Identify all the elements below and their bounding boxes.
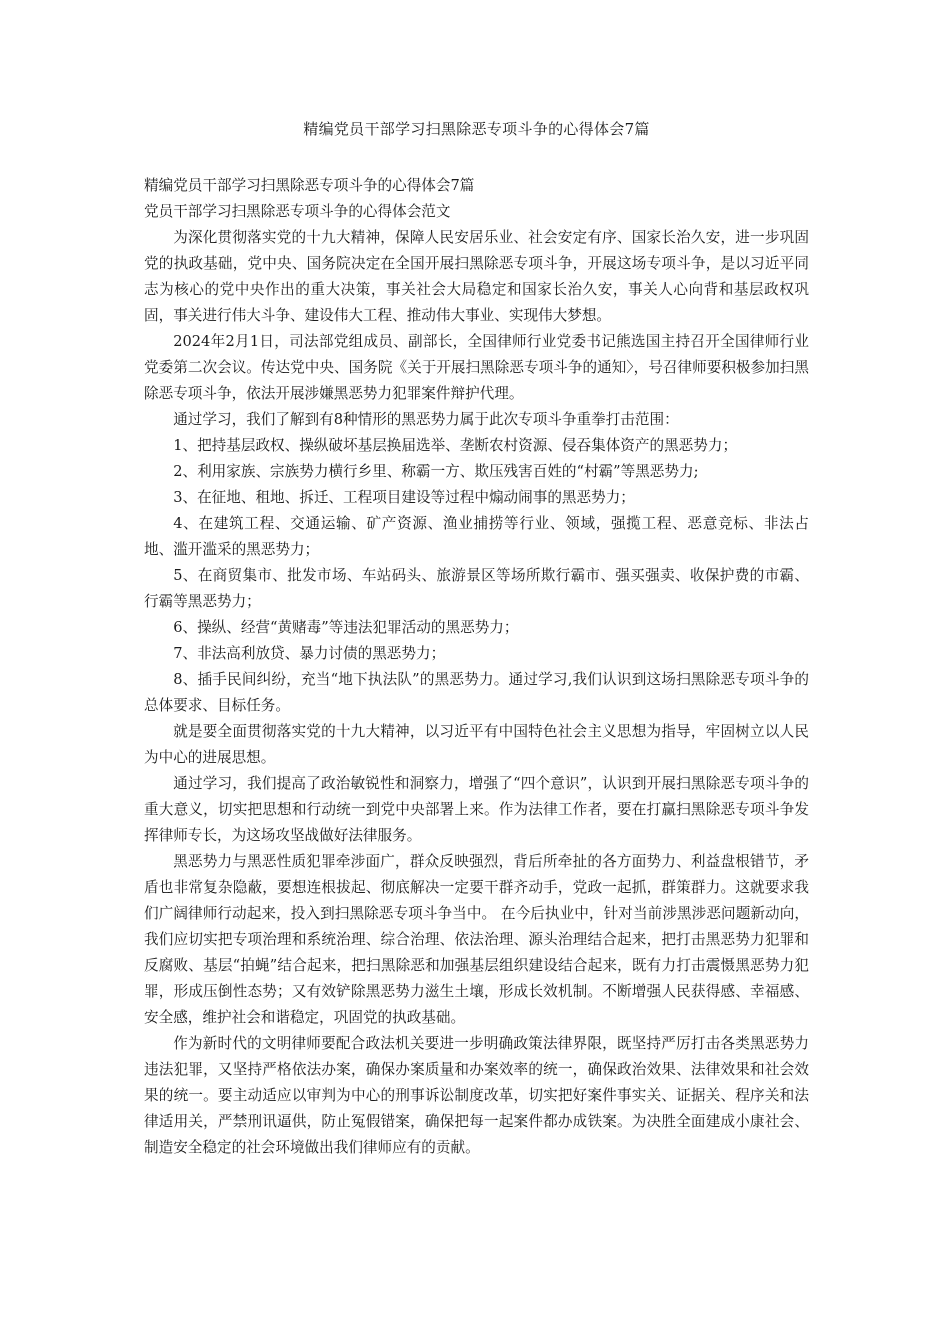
- list-item: 4、在建筑工程、交通运输、矿产资源、渔业捕捞等行业、领域，强揽工程、恶意竞标、非法占地、滥开滥采的黑恶势力；: [144, 515, 809, 558]
- list-item: 2、利用家族、宗族势力横行乡里、称霸一方、欺压残害百姓的“村霸”等黑恶势力;: [173, 463, 699, 480]
- list-item: 8、插手民间纠纷，充当“地下执法队”的黑恶势力。通过学习,我们认识到这场扫黑除恶专项斗争的总体要求、目标任务。: [144, 671, 809, 714]
- paragraph: 作为新时代的文明律师要配合政法机关要进一步明确政策法律界限，既坚持严厉打击各类黑恶势力违法犯罪，又坚持严格依法办案，确保办案质量和办案效率的统一，确保政治效果、法律效果和社会效果的统一。要主动适应以审判为中心的刑事诉讼制度改革，切实把好案件事实关、证据关、程序关和法律适用关，严禁刑讯逼供，防止冤假错案，确保把每一起案件都办成铁案。为决胜全面建成小康社会、制造安全稳定的社会环境做出我们律师应有的贡献。: [144, 1035, 809, 1156]
- document-page: [144, 118, 809, 1161]
- document-subtitle: 精编党员干部学习扫黑除恶专项斗争的心得体会7篇: [144, 177, 475, 194]
- paragraph: 2024年2月1日，司法部党组成员、副部长，全国律师行业党委书记熊选国主持召开全国律师行业党委第二次会议。传达党中央、国务院《关于开展扫黑除恶专项斗争的通知〉，号召律师要积极参加扫黑除恶专项斗争，依法开展涉嫌黑恶势力犯罪案件辩护代理。: [144, 333, 809, 402]
- paragraph: 黑恶势力与黑恶性质犯罪牵涉面广，群众反映强烈，背后所牵扯的各方面势力、利益盘根错节，矛盾也非常复杂隐蔽，要想连根拔起、彻底解决一定要干群齐动手，党政一起抓，群策群力。这就要求我们广阔律师行动起来，投入到扫黑除恶专项斗争当中。 在今后执业中，针对当前涉黑涉恶问题新动向，我们应切实把专项治理和系统治理、综合治理、依法治理、源头治理结合起来，把打击黑恶势力犯罪和反腐败、基层“拍蝇”结合起来，把扫黑除恶和加强基层组织建设结合起来，既有力打击震慑黑恶势力犯罪，形成压倒性态势；又有效铲除黑恶势力滋生土壤，形成长效机制。不断增强人民获得感、幸福感、安全感，维护社会和谐稳定，巩固党的执政基础。: [144, 853, 809, 1026]
- list-item: 5、在商贸集市、批发市场、车站码头、旅游景区等场所欺行霸市、强买强卖、收保护费的市霸、行霸等黑恶势力；: [144, 567, 809, 610]
- list-item: 3、在征地、租地、拆迁、工程项目建设等过程中煽动闹事的黑恶势力；: [173, 489, 635, 506]
- list-item: 7、非法高利放贷、暴力讨债的黑恶势力；: [173, 645, 446, 662]
- list-item: 1、把持基层政权、操纵破坏基层换届选举、垄断农村资源、侵吞集体资产的黑恶势力；: [173, 437, 738, 454]
- paragraph: 通过学习，我们提高了政治敏锐性和洞察力，增强了“四个意识”，认识到开展扫黑除恶专项斗争的重大意义，切实把思想和行动统一到党中央部署上来。作为法律工作者，要在打赢扫黑除恶专项斗争发挥律师专长，为这场攻坚战做好法律服务。: [144, 775, 809, 844]
- paragraph: 就是要全面贯彻落实党的十九大精神，以习近平有中国特色社会主义思想为指导，牢固树立以人民为中心的进展思想。: [144, 723, 809, 766]
- paragraph: 为深化贯彻落实党的十九大精神，保障人民安居乐业、社会安定有序、国家长治久安，进一步巩固党的执政基础，党中央、国务院决定在全国开展扫黑除恶专项斗争，开展这场专项斗争，是以习近平同志为核心的党中央作出的重大决策，事关社会大局稳定和国家长治久安，事关人心向背和基层政权巩固，事关进行伟大斗争、建设伟大工程、推动伟大事业、实现伟大梦想。: [144, 229, 809, 324]
- paragraph: 通过学习，我们了解到有8种情形的黑恶势力属于此次专项斗争重拳打击范围：: [173, 411, 679, 428]
- section-heading: 党员干部学习扫黑除恶专项斗争的心得体会范文: [144, 203, 451, 220]
- list-item: 6、操纵、经营“黄赌毒”等违法犯罪活动的黑恶势力；: [173, 619, 519, 636]
- document-title: 精编党员干部学习扫黑除恶专项斗争的心得体会7篇: [303, 120, 650, 138]
